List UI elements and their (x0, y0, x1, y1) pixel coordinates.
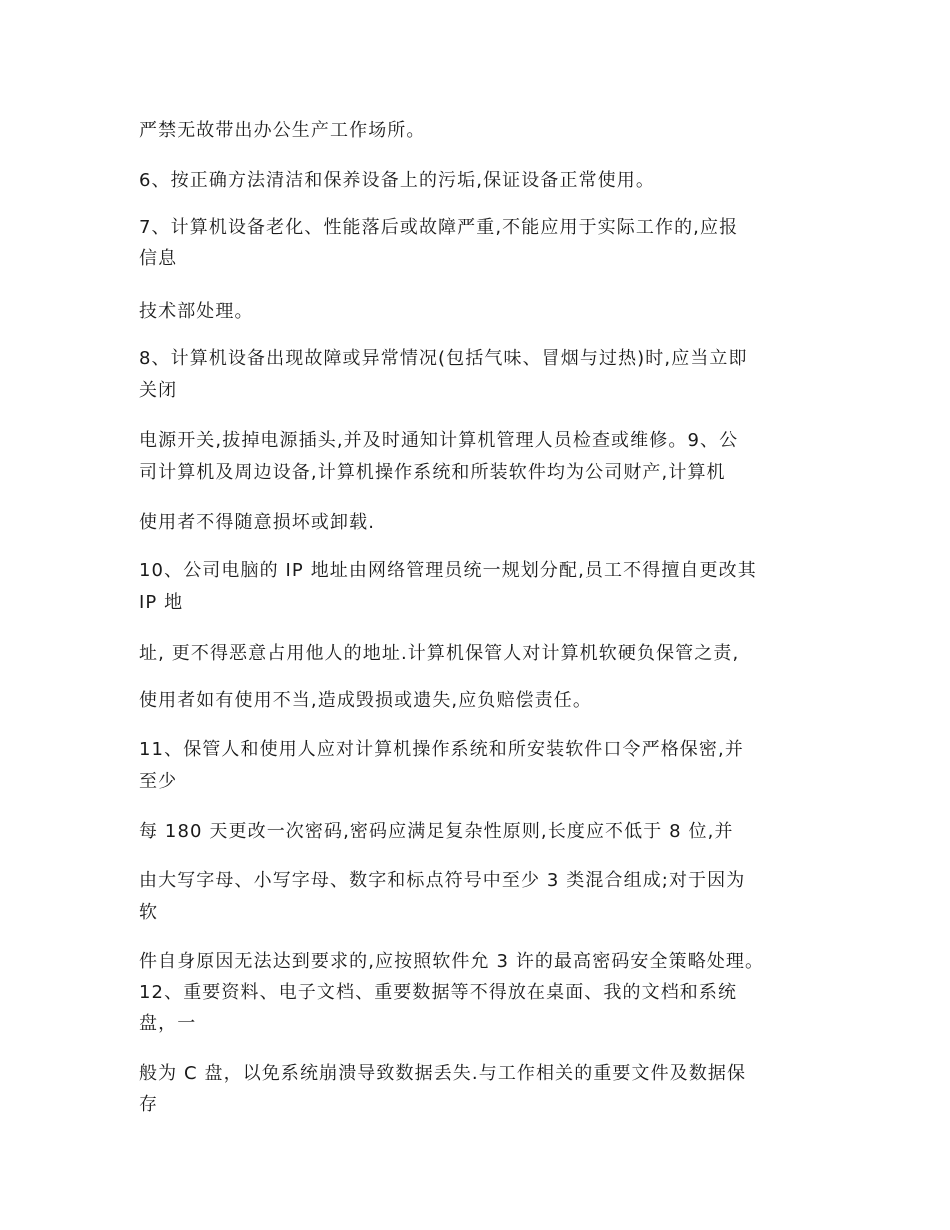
text-line: 般为 C 盘，以免系统崩溃导致数据丢失.与工作相关的重要文件及数据保 (139, 1063, 747, 1084)
text-line: 软 (139, 902, 159, 923)
text-line: 司计算机及周边设备,计算机操作系统和所装软件均为公司财产,计算机 (139, 462, 726, 483)
text-line: 使用者不得随意损坏或卸载. (139, 512, 376, 533)
text-line: 址, 更不得恶意占用他人的地址.计算机保管人对计算机软硬负保管之责, (139, 643, 740, 664)
text-line: 由大写字母、小写字母、数字和标点符号中至少 3 类混合组成;对于因为 (139, 870, 746, 891)
text-line: 8、计算机设备出现故障或异常情况(包括气味、冒烟与过热)时,应当立即 (139, 348, 748, 369)
text-line: 11、保管人和使用人应对计算机操作系统和所安装软件口令严格保密,并 (139, 739, 744, 760)
text-line: 使用者如有使用不当,造成毁损或遗失,应负赔偿责任。 (139, 690, 592, 711)
text-line: 存 (139, 1094, 159, 1115)
text-line: 信息 (139, 248, 178, 269)
text-line: 关闭 (139, 380, 178, 401)
text-line: 7、计算机设备老化、性能落后或故障严重,不能应用于实际工作的,应报 (139, 217, 739, 238)
text-line: 10、公司电脑的 IP 地址由网络管理员统一规划分配,员工不得擅自更改其 (139, 560, 757, 581)
text-line: 件自身原因无法达到要求的,应按照软件允 3 许的最高密码安全策略处理。 (139, 951, 765, 972)
text-line: 每 180 天更改一次密码,密码应满足复杂性原则,长度应不低于 8 位,并 (139, 821, 734, 842)
text-line: 盘，一 (139, 1013, 197, 1034)
text-line: 至少 (139, 771, 178, 792)
text-line: 12、重要资料、电子文档、重要数据等不得放在桌面、我的文档和系统 (139, 982, 738, 1003)
text-line: 技术部处理。 (139, 301, 254, 322)
text-line: 6、按正确方法清洁和保养设备上的污垢,保证设备正常使用。 (139, 170, 655, 191)
text-line: 严禁无故带出办公生产工作场所。 (139, 120, 426, 141)
text-line: IP 地 (139, 592, 184, 613)
text-line: 电源开关,拔掉电源插头,并及时通知计算机管理人员检查或维修。9、公 (139, 430, 739, 451)
